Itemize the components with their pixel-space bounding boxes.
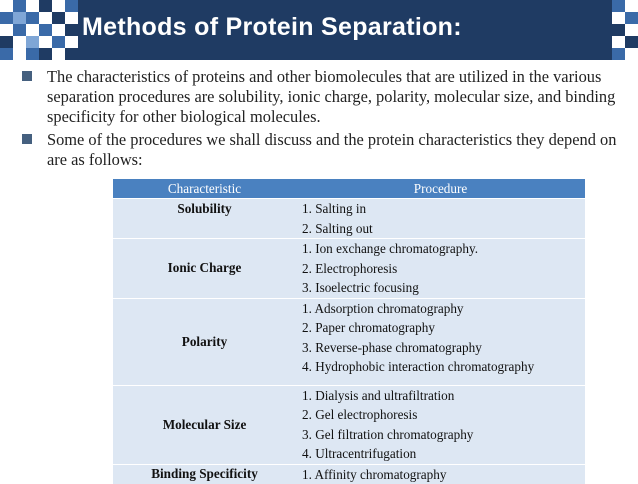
bullet-item	[22, 130, 634, 170]
table-row	[113, 464, 585, 484]
characteristic-cell: Polarity	[113, 298, 296, 385]
procedure-cell	[296, 199, 585, 239]
slide-title: Methods of Protein Separation:	[82, 13, 462, 42]
square-bullet-icon	[22, 71, 32, 81]
procedure-item: 3. Reverse-phase chromatography	[302, 338, 585, 358]
procedures-table	[113, 179, 585, 484]
procedure-item: 1. Dialysis and ultrafiltration	[302, 386, 585, 406]
checker-decoration-right	[612, 0, 638, 60]
header-procedure: Procedure	[296, 179, 585, 199]
procedure-item: 1. Affinity chromatography	[302, 465, 585, 484]
procedure-item: 1. Ion exchange chromatography.	[302, 239, 585, 259]
procedure-item: 2. Electrophoresis	[302, 259, 585, 279]
procedure-cell	[296, 239, 585, 299]
square-bullet-icon	[22, 134, 32, 144]
characteristic-cell: Solubility	[113, 199, 296, 239]
procedure-item: 3. Isoelectric focusing	[302, 278, 585, 298]
procedure-item: 4. Ultracentrifugation	[302, 444, 585, 464]
table-header-row	[113, 179, 585, 199]
table-row	[113, 199, 585, 239]
procedure-item: 4. Hydrophobic interaction chromatography	[302, 357, 585, 377]
procedure-item: 1. Salting in	[302, 199, 585, 219]
checker-decoration	[0, 0, 78, 60]
procedure-cell	[296, 385, 585, 464]
table-row	[113, 239, 585, 299]
title-bar	[0, 0, 638, 60]
procedure-item: 1. Adsorption chromatography	[302, 299, 585, 319]
table-row	[113, 298, 585, 385]
characteristic-cell: Molecular Size	[113, 385, 296, 464]
characteristic-cell: Ionic Charge	[113, 239, 296, 299]
header-characteristic: Characteristic	[113, 179, 296, 199]
bullet-item	[22, 67, 634, 127]
bullet-list	[22, 67, 634, 173]
procedure-item: 2. Paper chromatography	[302, 318, 585, 338]
procedure-item: 2. Salting out	[302, 219, 585, 239]
procedure-item: 3. Gel filtration chromatography	[302, 425, 585, 445]
table-row	[113, 385, 585, 464]
procedure-cell	[296, 464, 585, 484]
procedure-item: 2. Gel electrophoresis	[302, 405, 585, 425]
procedure-cell	[296, 298, 585, 385]
bullet-text: The characteristics of proteins and other biomolecules that are utilized in the various separation procedures are solubility, ionic charge, polarity, molecular size, and binding specificity for other biological molecules.	[47, 67, 615, 126]
bullet-text: Some of the procedures we shall discuss and the protein characteristics they depend on are as follows:	[47, 130, 616, 169]
characteristic-cell: Binding Specificity	[113, 464, 296, 484]
